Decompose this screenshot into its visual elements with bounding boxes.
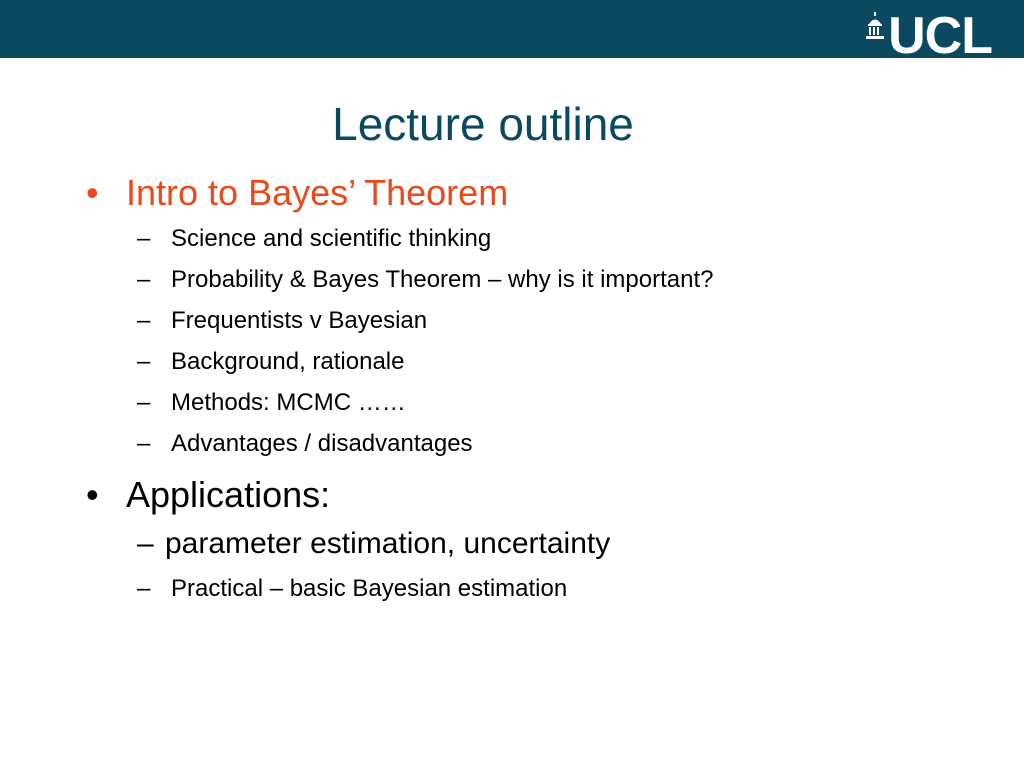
section-heading [86,470,986,520]
sub-list [86,520,986,609]
sub-list [86,218,986,464]
dash-marker: – [137,225,151,252]
dash-marker: – [137,575,151,602]
list-item-text: Practical – basic Bayesian estimation [171,575,568,602]
section-label: Applications: [126,474,331,515]
list-item [137,382,986,423]
outline-list [86,168,986,609]
dash-marker: – [137,307,151,334]
section-heading [86,168,986,218]
list-item-text: Probability & Bayes Theorem – why is it important? [171,266,714,293]
dash-marker: – [137,527,154,560]
bullet-point: • [86,474,99,515]
section-label: Intro to Bayes’ Theorem [126,172,509,213]
dash-marker: – [137,389,151,416]
ucl-logo [866,14,992,58]
list-item-text: Frequentists v Bayesian [171,307,428,334]
slide-title: Lecture outline [332,98,634,150]
ucl-logo-text: UCL [888,14,992,58]
portico-dome-icon [866,12,884,42]
list-item [137,341,986,382]
list-item [137,300,986,341]
dash-marker: – [137,430,151,457]
list-item-text: parameter estimation, uncertainty [165,527,611,560]
list-item [137,423,986,464]
header-bar [0,0,1024,58]
section-intro [86,168,986,464]
list-item [137,520,986,568]
section-applications [86,470,986,609]
list-item-text: Methods: MCMC …… [171,389,406,416]
list-item [137,259,986,300]
dash-marker: – [137,348,151,375]
list-item [137,218,986,259]
list-item-text: Advantages / disadvantages [171,430,473,457]
dash-marker: – [137,266,151,293]
bullet-point: • [86,172,99,213]
list-item-text: Background, rationale [171,348,405,375]
list-item-text: Science and scientific thinking [171,225,492,252]
list-item [137,568,986,609]
